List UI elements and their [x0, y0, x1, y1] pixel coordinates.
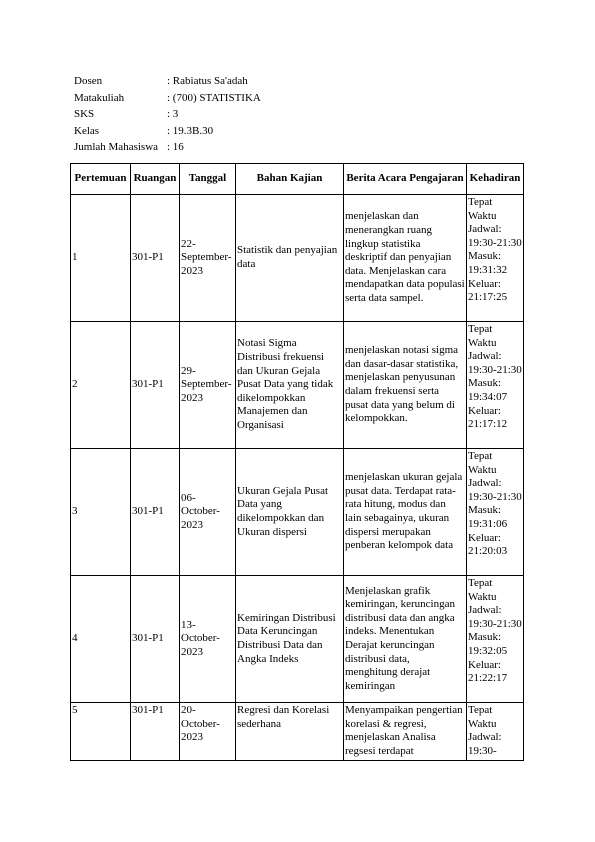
cell-bahan-kajian: Ukuran Gejala Pusat Data yang dikelompokkan dan Ukuran dispersi [236, 449, 344, 576]
cell-tanggal: 13-October-2023 [180, 576, 236, 703]
table-row [71, 703, 524, 761]
info-value: : Rabiatus Sa'adah [167, 75, 248, 87]
info-row-sks [74, 106, 261, 123]
cell-kehadiran: Tepat Waktu Jadwal: 19:30-21:30 Masuk: 19:34:07 Keluar: 21:17:12 [467, 322, 524, 449]
cell-ruangan: 301-P1 [131, 195, 180, 322]
cell-berita-acara: menjelaskan ukuran gejala pusat data. Terdapat rata-rata hitung, modus dan lain sebagainya, ukuran dispersi merupakan penberan kelompok data [344, 449, 467, 576]
cell-berita-acara [344, 703, 467, 761]
course-info [74, 73, 261, 156]
cell-berita-acara-text: Menyampaikan pengertian korelasi & regresi, menjelaskan Analisa regsesi terdapat [345, 704, 463, 757]
info-label: Matakuliah [74, 91, 125, 104]
info-value: : (700) STATISTIKA [167, 91, 261, 104]
cell-bahan-kajian: Statistik dan penyajian data [236, 195, 344, 322]
info-row-matakuliah [74, 90, 261, 107]
cell-kehadiran-text: Tepat Waktu Jadwal: 19:30- [468, 704, 502, 757]
cell-pertemuan: 5 [71, 703, 131, 761]
cell-ruangan: 301-P1 [131, 576, 180, 703]
table-header-row [71, 164, 524, 195]
header-tanggal: Tanggal [180, 164, 236, 195]
header-berita-acara: Berita Acara Pengajaran [344, 164, 467, 195]
cell-pertemuan: 3 [71, 449, 131, 576]
info-row-kelas [74, 123, 261, 140]
info-value: : 3 [167, 108, 179, 121]
cell-pertemuan: 1 [71, 195, 131, 322]
header-bahan-kajian: Bahan Kajian [236, 164, 344, 195]
info-value: : 16 [167, 141, 184, 154]
info-label: Dosen [74, 75, 103, 87]
table-row [71, 322, 524, 449]
cell-ruangan: 301-P1 [131, 703, 180, 761]
cell-kehadiran: Tepat Waktu Jadwal: 19:30-21:30 Masuk: 19:31:06 Keluar: 21:20:03 [467, 449, 524, 576]
cell-pertemuan: 2 [71, 322, 131, 449]
cell-berita-acara: menjelaskan notasi sigma dan dasar-dasar statistika, menjelaskan penyusunan dalam frekuensi serta pusat data yang belum di kelompokkan. [344, 322, 467, 449]
header-ruangan: Ruangan [131, 164, 180, 195]
cell-tanggal: 22-September-2023 [180, 195, 236, 322]
info-row-dosen [74, 73, 261, 90]
info-label: Kelas [74, 124, 100, 137]
cell-kehadiran [467, 703, 524, 761]
cell-kehadiran: Tepat Waktu Jadwal: 19:30-21:30 Masuk: 19:32:05 Keluar: 21:22:17 [467, 576, 524, 703]
table-row [71, 449, 524, 576]
cell-tanggal: 06-October-2023 [180, 449, 236, 576]
cell-ruangan: 301-P1 [131, 322, 180, 449]
cell-berita-acara: menjelaskan dan menerangkan ruang lingkup statistika deskriptif dan penyajian data. Menjelaskan cara mendapatkan data populasi serta data sampel. [344, 195, 467, 322]
cell-tanggal: 20-October-2023 [180, 703, 236, 761]
info-label: Jumlah Mahasiswa [74, 141, 159, 154]
table-row [71, 576, 524, 703]
cell-pertemuan: 4 [71, 576, 131, 703]
cell-kehadiran: Tepat Waktu Jadwal: 19:30-21:30 Masuk: 19:31:32 Keluar: 21:17:25 [467, 195, 524, 322]
header-pertemuan: Pertemuan [71, 164, 131, 195]
cell-tanggal: 29-September-2023 [180, 322, 236, 449]
cell-ruangan: 301-P1 [131, 449, 180, 576]
attendance-table [70, 163, 524, 761]
cell-bahan-kajian: Notasi Sigma Distribusi frekuensi dan Ukuran Gejala Pusat Data yang tidak dikelompokkan Manajemen dan Organisasi [236, 322, 344, 449]
info-value: : 19.3B.30 [167, 124, 214, 137]
table-row [71, 195, 524, 322]
cell-bahan-kajian: Regresi dan Korelasi sederhana [236, 703, 344, 761]
info-row-jumlah-mahasiswa [74, 139, 261, 156]
header-kehadiran: Kehadiran [467, 164, 524, 195]
cell-berita-acara: Menjelaskan grafik kemiringan, keruncingan distribusi data dan angka indeks. Menentukan Derajat keruncingan distribusi data, menghitung derajat kemiringan [344, 576, 467, 703]
cell-bahan-kajian: Kemiringan Distribusi Data Keruncingan Distribusi Data dan Angka Indeks [236, 576, 344, 703]
info-label: SKS [74, 108, 95, 121]
